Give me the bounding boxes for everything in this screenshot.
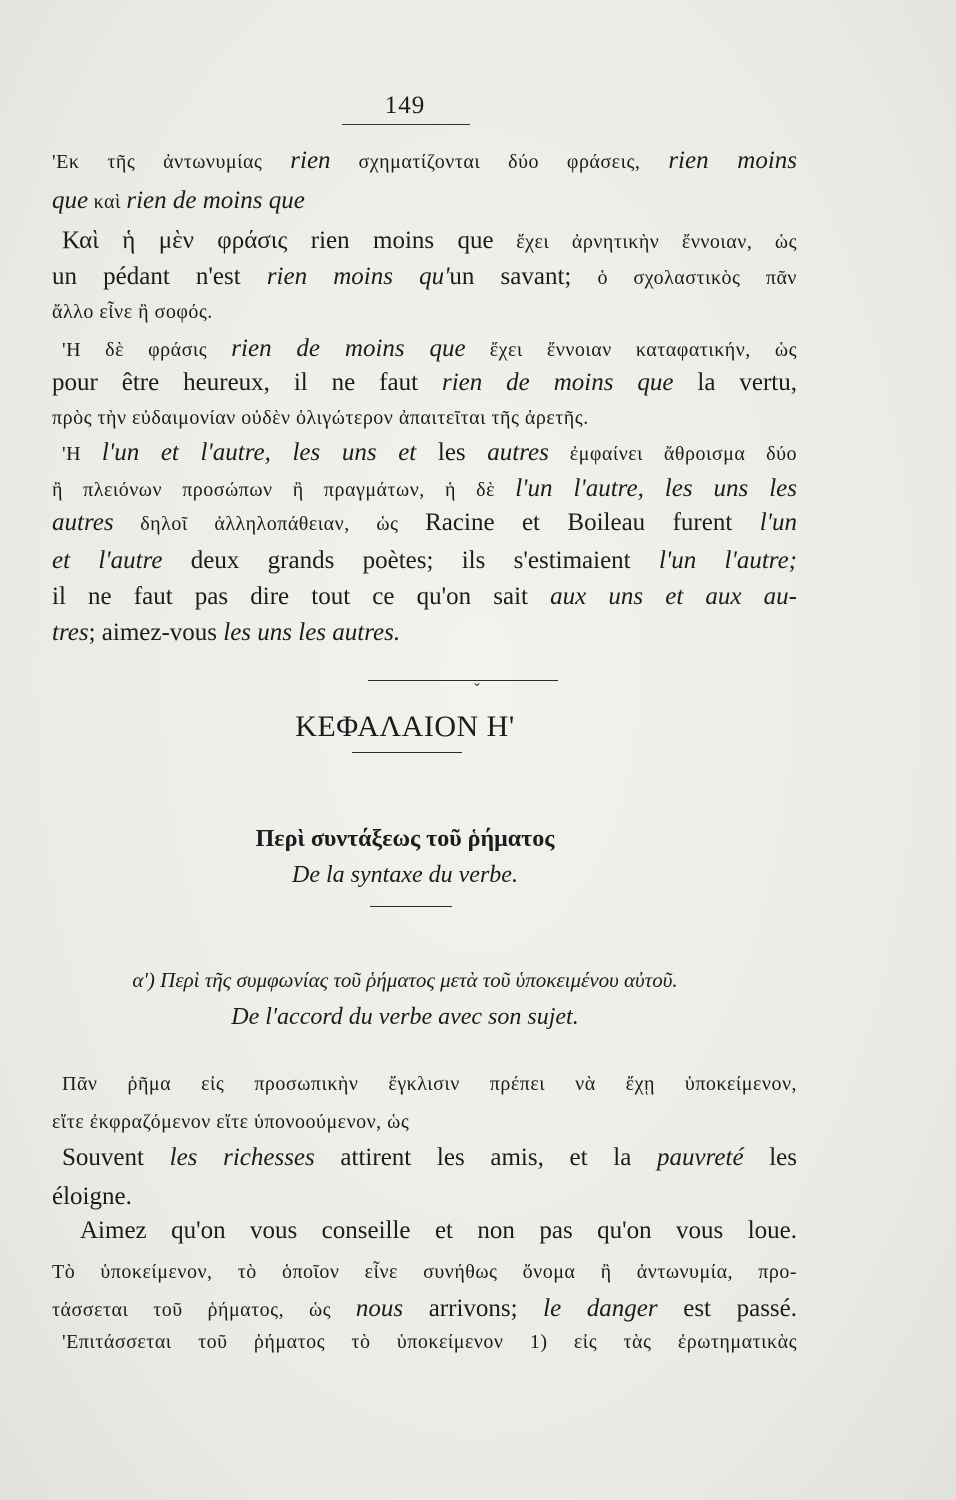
text-line-1: 'Εκ τῆς ἀντωνυμίας rien σχηματίζονται δύο φράσεις, rien moins [52, 147, 797, 174]
text-line-10: ἢ πλειόνων προσώπων ἢ πραγμάτων, ἡ δὲ l'un l'autre, les uns les [52, 475, 797, 502]
text-line-14: tres; aimez-vous les uns les autres. [52, 619, 401, 646]
body-line-7: τάσσεται τοῦ ῥήματος, ὡς nous arrivons; le danger est passé. [52, 1295, 797, 1322]
body-line-8: 'Επιτάσσεται τοῦ ῥήματος τὸ ὑποκείμενον 1) εἰς τὰς ἐρωτηματικὰς [62, 1331, 797, 1353]
text-line-2: que καὶ rien de moins que [52, 187, 305, 214]
ornament-glyph: ⌄ [472, 675, 483, 689]
text-line-13: il ne faut pas dire tout ce qu'on sait aux uns et aux au- [52, 583, 797, 610]
chapter-title-rule [370, 906, 452, 907]
text-line-7: pour être heureux, il ne faut rien de moins que la vertu, [52, 369, 797, 396]
body-line-5: Aimez qu'on vous conseille et non pas qu'on vous loue. [80, 1217, 797, 1244]
text-line-9: 'Η l'un et l'autre, les uns et les autres ἐμφαίνει ἄθροισμα δύο [62, 439, 798, 466]
body-line-2: εἴτε ἐκφραζόμενον εἴτε ὑπονοούμενον, ὡς [52, 1111, 410, 1133]
text-line-8: πρὸς τὴν εὐδαιμονίαν οὐδὲν ὀλιγώτερον ἀπαιτεῖται τῆς ἀρετῆς. [52, 407, 589, 429]
subsection-title-french: De l'accord du verbe avec son sujet. [231, 1004, 579, 1030]
text-line-12: et l'autre deux grands poètes; ils s'estimaient l'un l'autre; [52, 547, 797, 574]
subsection-title-greek: α') Περὶ τῆς συμφωνίας τοῦ ῥήματος μετὰ τοῦ ὑποκειμένου αὐτοῦ. [132, 968, 678, 992]
body-line-6: Τὸ ὑποκείμενον, τὸ ὁποῖον εἶνε συνήθως ὄνομα ἢ ἀντωνυμία, προ- [52, 1261, 797, 1283]
ornament-rule [368, 680, 558, 681]
text-line-5: ἄλλο εἶνε ἢ σοφός. [52, 301, 213, 323]
chapter-title-french: De la syntaxe du verbe. [292, 862, 518, 888]
page-number-rule [342, 124, 470, 125]
body-line-4: éloigne. [52, 1183, 132, 1210]
chapter-heading: ΚΕΦΑΛΑΙΟΝ Η' [295, 710, 515, 743]
page-number: 149 [384, 92, 426, 119]
text-line-6: 'Η δὲ φράσις rien de moins que ἔχει ἔννοιαν καταφατικήν, ὡς [62, 335, 797, 362]
body-line-3: Souvent les richesses attirent les amis, et la pauvreté les [62, 1144, 798, 1171]
chapter-heading-rule [352, 752, 462, 753]
chapter-title-greek: Περὶ συντάξεως τοῦ ῥήματος [255, 826, 555, 852]
body-line-1: Πᾶν ῥῆμα εἰς προσωπικὴν ἔγκλισιν πρέπει νὰ ἔχῃ ὑποκείμενον, [62, 1073, 797, 1095]
text-line-11: autres δηλοῖ ἀλληλοπάθειαν, ὡς Racine et Boileau furent l'un [52, 509, 798, 536]
text-line-3: Καὶ ἡ μὲν φράσις rien moins que ἔχει ἀρνητικὴν ἔννοιαν, ὡς [62, 227, 798, 254]
text-line-4: un pédant n'est rien moins qu'un savant; ὁ σχολαστικὸς πᾶν [52, 263, 797, 290]
